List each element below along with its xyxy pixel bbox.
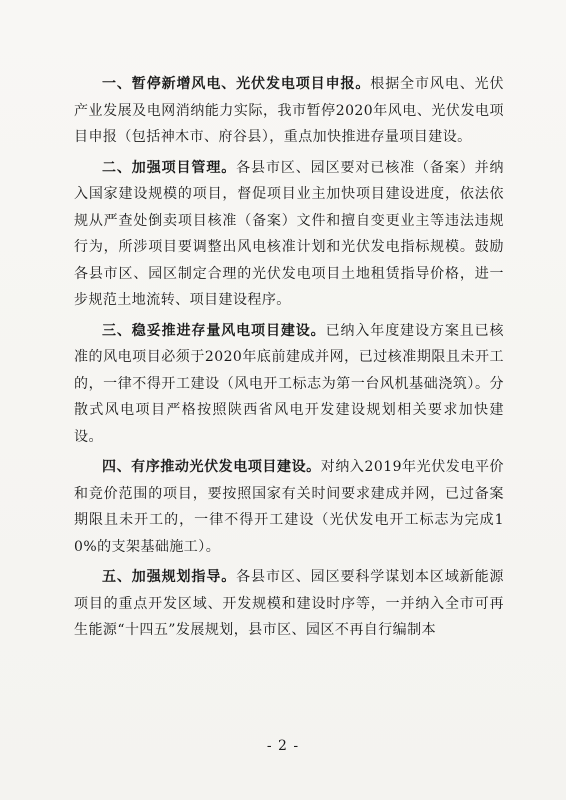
paragraph-heading: 二、加强项目管理。 — [102, 159, 237, 176]
paragraph-1 — [74, 71, 504, 151]
paragraph-2 — [74, 155, 504, 314]
paragraph-text: 各县市区、园区要科学谋划本区域新能源项目的重点开发区域、开发规模和建设时序等，一并纳入全市可再生能源“十四五”发展规划，县市区、园区不再自行编制本 — [74, 569, 504, 638]
paragraph-text: 已纳入年度建设方案且已核准的风电项目必须于2020年底前建成并网，已过核准期限且未开工的，一律不得开工建设（风电开工标志为第一台风机基础浇筑）。分散式风电项目严格按照陕西省风电开发建设规划相关要求加快建设。 — [74, 322, 505, 445]
paragraph-4 — [74, 454, 504, 560]
paragraph-heading: 四、有序推动光伏发电项目建设。 — [102, 459, 321, 475]
paragraph-text: 根据全市风电、光伏产业发展及电网消纳能力实际，我市暂停2020年风电、光伏发电项目申报（包括神木市、府谷县），重点加快推进存量项目建设。 — [74, 76, 504, 145]
paragraph-text: 对纳入2019年光伏发电平价和竞价范围的项目，要按照国家有关时间要求建成并网，已过备案期限且未开工的，一律不得开工建设（光伏发电开工标志为完成10%的支架基础施工）。 — [74, 459, 505, 555]
paragraph-heading: 三、稳妥推进存量风电项目建设。 — [102, 322, 326, 339]
paragraph-heading: 一、暂停新增风电、光伏发电项目申报。 — [102, 76, 371, 92]
paragraph-text: 各县市区、园区要对已核准（备案）并纳入国家建设规模的项目，督促项目业主加快项目建设进度，依法依规从严查处倒卖项目核准（备案）文件和擅自变更业主等违法违规行为，所涉项目要调整出风电核准计划和光伏发电指标规模。鼓励各县市区、园区制定合理的光伏发电项目土地租赁指导价格，进一步规范土地流转、项目建设程序。 — [74, 159, 504, 308]
paragraph-heading: 五、加强规划指导。 — [102, 569, 237, 585]
page-number: - 2 - — [266, 738, 300, 754]
paragraph-5 — [74, 564, 504, 644]
document-body — [74, 71, 504, 648]
paragraph-3 — [74, 318, 504, 451]
